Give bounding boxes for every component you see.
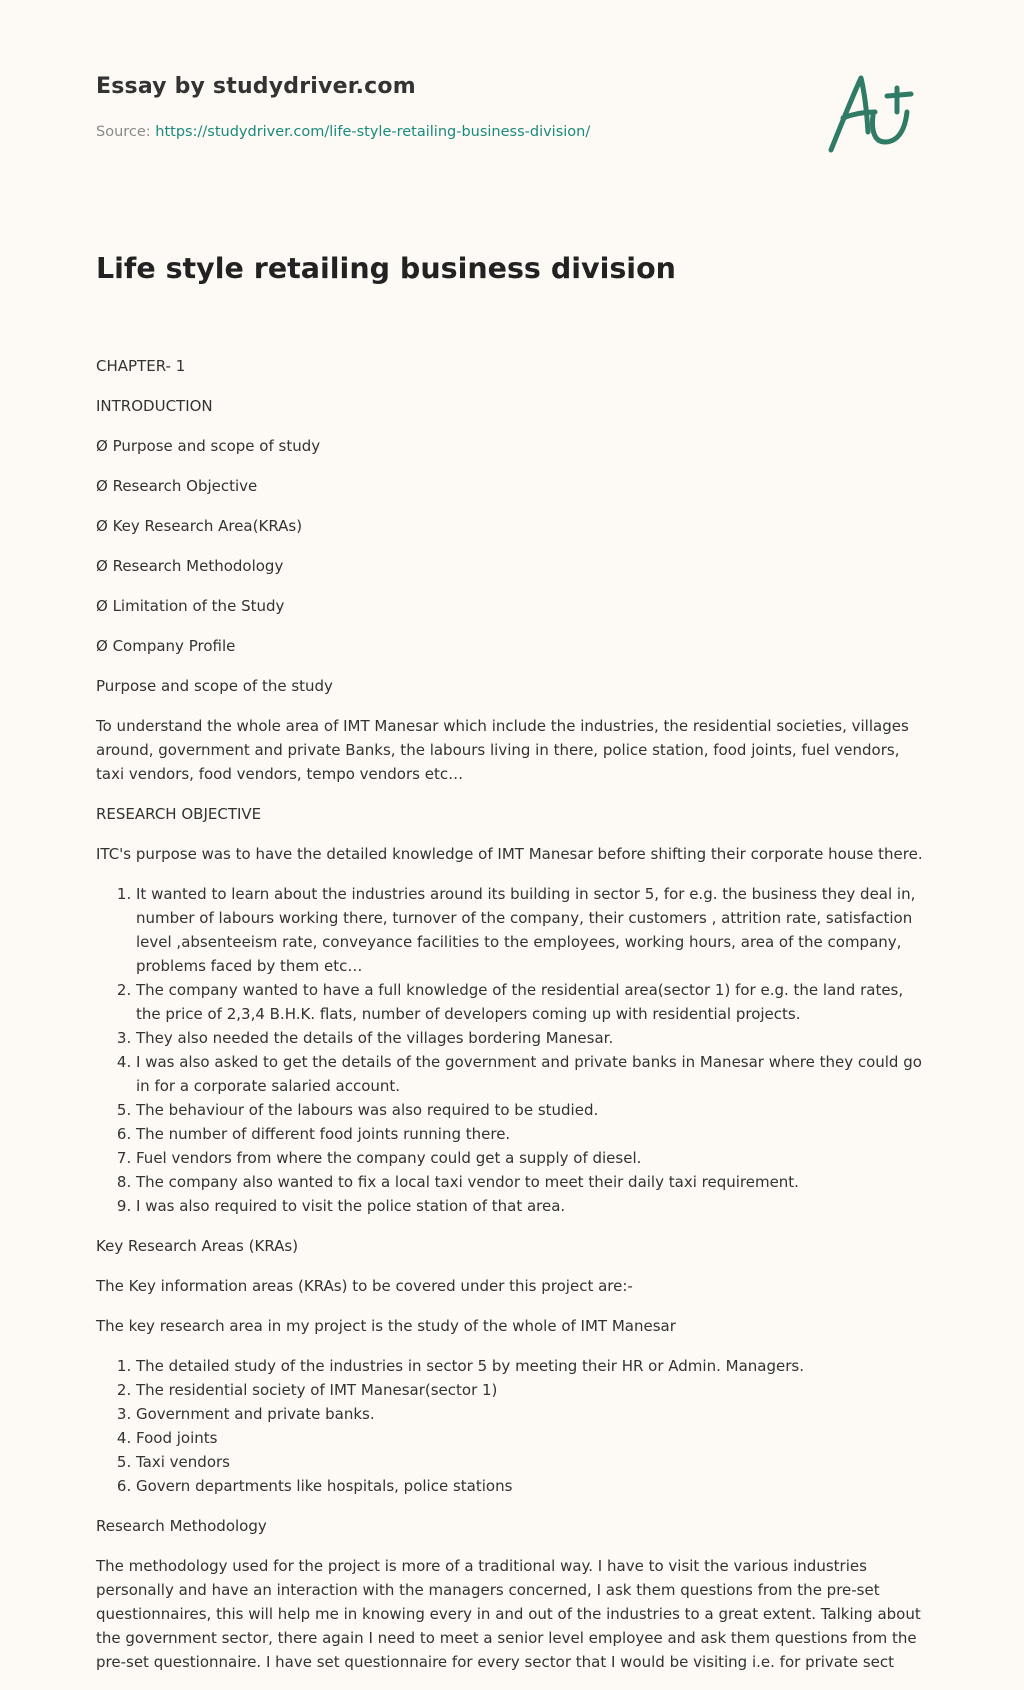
- brand-title: Essay by studydriver.com: [96, 74, 416, 99]
- source-line: [96, 124, 590, 140]
- methodology-paragraph: The methodology used for the project is more of a traditional way. I have to visit the various industries personally and have an interaction with the managers concerned, I ask them questions from the pre-set questionnaires, this will help me in knowing every in and out of the industries to a great extent. Talking about the government sector, there again I need to meet a senior level employee and ask them questions from the pre-set questionnaire. I have set questionnaire for every sector that I would be visiting i.e. for private sect: [96, 1557, 921, 1671]
- list-item: 8. The company also wanted to fix a local taxi vendor to meet their daily taxi requirement.: [136, 1170, 930, 1194]
- list-item: 1. The detailed study of the industries in sector 5 by meeting their HR or Admin. Managers.: [136, 1354, 930, 1378]
- source-link[interactable]: https://studydriver.com/life-style-retailing-business-division/: [155, 124, 591, 140]
- a-plus-logo-icon: [823, 70, 933, 165]
- list-item: 3. Government and private banks.: [136, 1402, 930, 1426]
- list-item: 2. The company wanted to have a full knowledge of the residential area(sector 1) for e.g. the land rates, the price of 2,3,4 B.H.K. flats, number of developers coming up with residential projects.: [136, 978, 930, 1026]
- list-item: 6. The number of different food joints running there.: [136, 1122, 930, 1146]
- objective-heading: RESEARCH OBJECTIVE: [96, 805, 262, 823]
- list-item: 4. Food joints: [136, 1426, 930, 1450]
- list-item: 3. They also needed the details of the villages bordering Manesar.: [136, 1026, 930, 1050]
- methodology-heading: Research Methodology: [96, 1517, 267, 1535]
- document-body: [96, 354, 930, 1690]
- toc-item: Ø Purpose and scope of study: [96, 437, 321, 455]
- toc-item: Ø Company Profile: [96, 637, 236, 655]
- kra-list: [96, 1354, 930, 1498]
- kra-paragraph: The Key information areas (KRAs) to be covered under this project are:-: [96, 1277, 633, 1295]
- list-item: 2. The residential society of IMT Manesar(sector 1): [136, 1378, 930, 1402]
- document-title: Life style retailing business division: [96, 252, 676, 285]
- list-item: 1. It wanted to learn about the industries around its building in sector 5, for e.g. the business they deal in, number of labours working there, turnover of the company, their customers , attrition rate, satisfaction level ,absenteeism rate, conveyance facilities to the employees, working hours, area of the company, problems faced by them etc…: [136, 882, 930, 978]
- kra-heading: Key Research Areas (KRAs): [96, 1237, 299, 1255]
- kra-paragraph: The key research area in my project is the study of the whole of IMT Manesar: [96, 1317, 676, 1335]
- objective-list: [96, 882, 930, 1218]
- intro-heading: INTRODUCTION: [96, 397, 213, 415]
- toc-item: Ø Research Objective: [96, 477, 258, 495]
- list-item: 6. Govern departments like hospitals, police stations: [136, 1474, 930, 1498]
- toc-item: Ø Limitation of the Study: [96, 597, 285, 615]
- list-item: 9. I was also required to visit the police station of that area.: [136, 1194, 930, 1218]
- list-item: 5. Taxi vendors: [136, 1450, 930, 1474]
- purpose-heading: Purpose and scope of the study: [96, 677, 333, 695]
- list-item: 7. Fuel vendors from where the company could get a supply of diesel.: [136, 1146, 930, 1170]
- source-label: Source:: [96, 124, 156, 140]
- chapter-label: CHAPTER- 1: [96, 357, 186, 375]
- purpose-paragraph: To understand the whole area of IMT Manesar which include the industries, the residential societies, villages around, government and private Banks, the labours living in there, police station, food joints, fuel vendors, taxi vendors, food vendors, tempo vendors etc…: [96, 717, 909, 783]
- list-item: 5. The behaviour of the labours was also required to be studied.: [136, 1098, 930, 1122]
- toc-item: Ø Key Research Area(KRAs): [96, 517, 303, 535]
- objective-paragraph: ITC's purpose was to have the detailed knowledge of IMT Manesar before shifting their corporate house there.: [96, 845, 923, 863]
- list-item: 4. I was also asked to get the details of the government and private banks in Manesar where they could go in for a corporate salaried account.: [136, 1050, 930, 1098]
- toc-item: Ø Research Methodology: [96, 557, 284, 575]
